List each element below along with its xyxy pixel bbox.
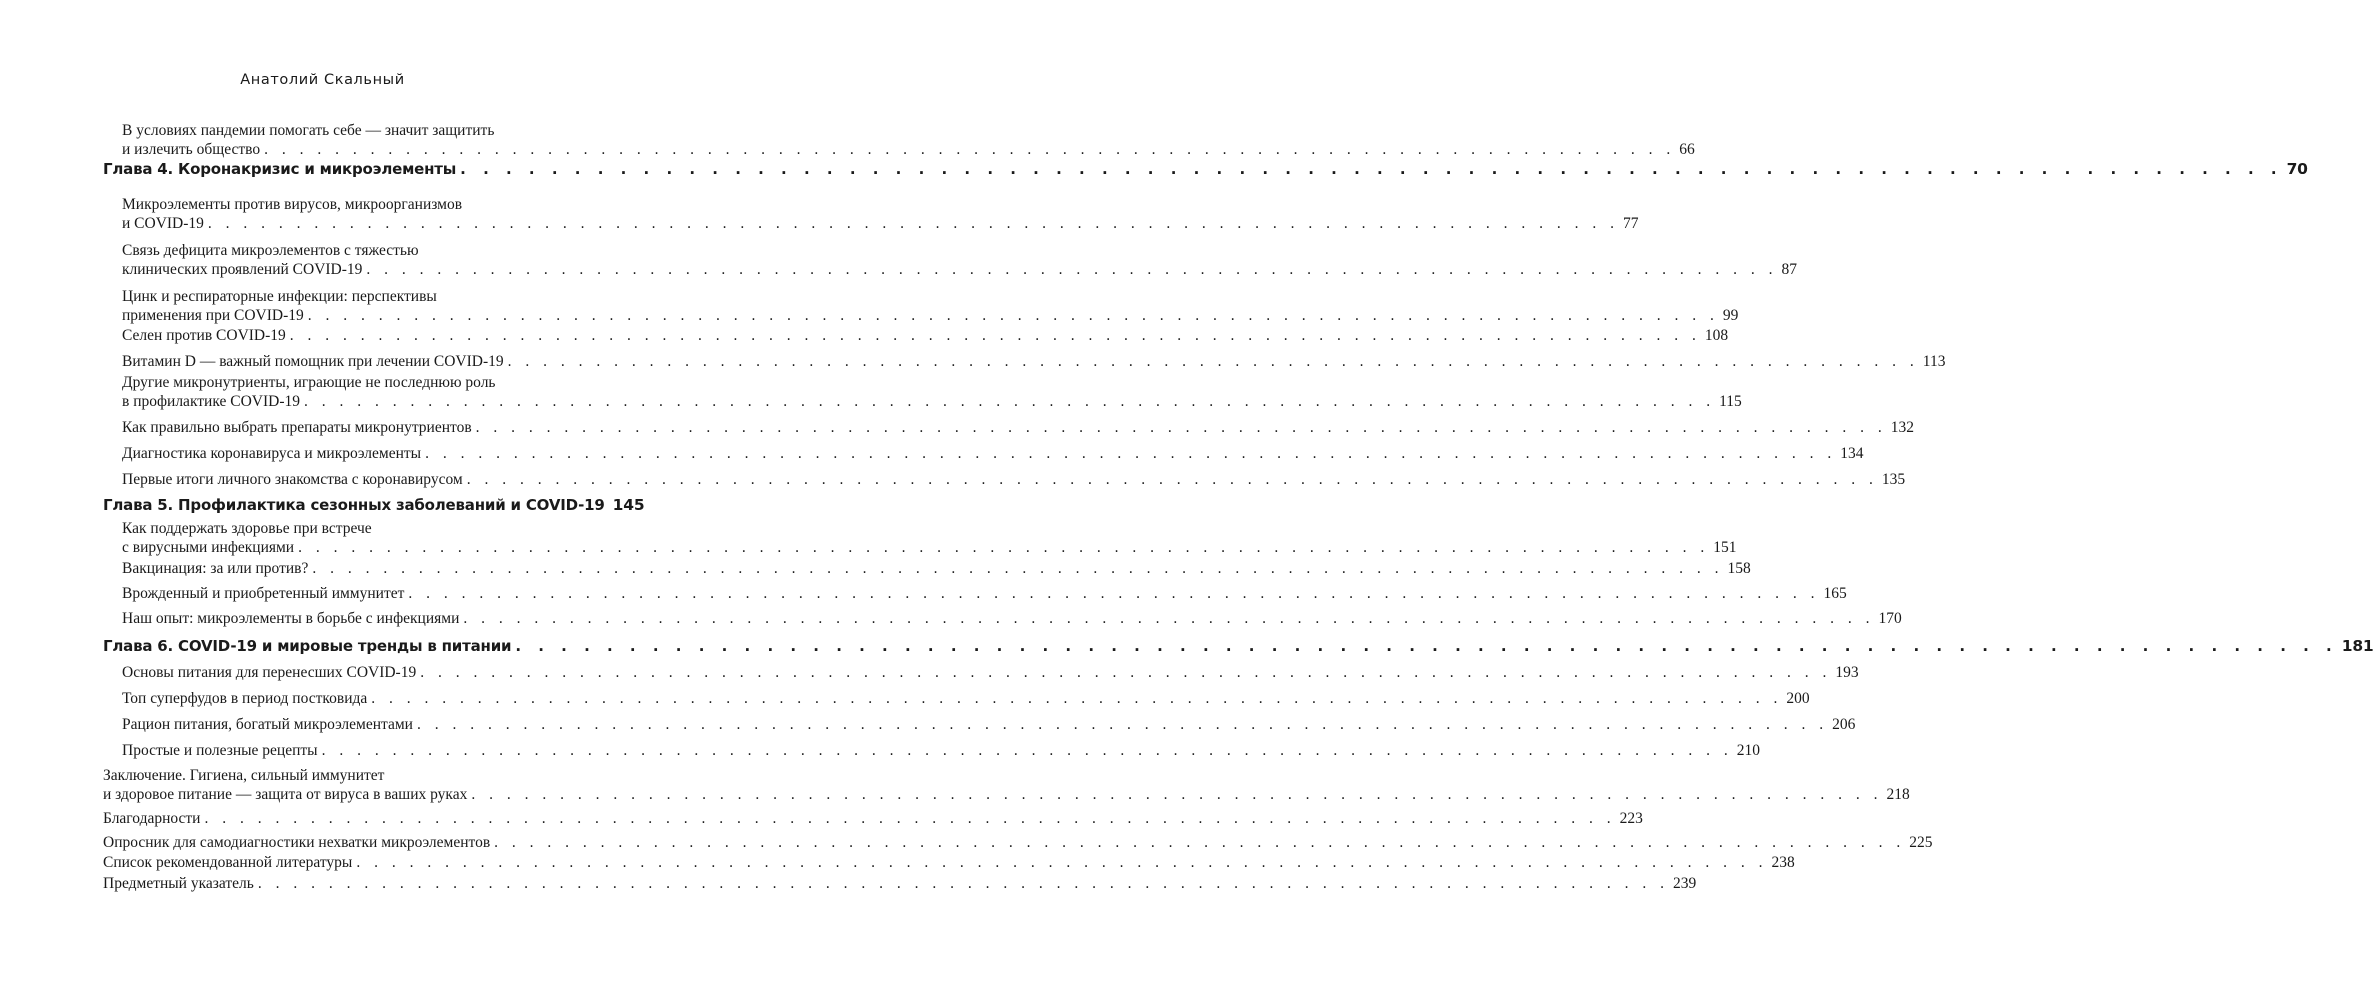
toc-entry-title-line: Другие микронутриенты, играющие не последнюю роль: [122, 374, 496, 391]
toc-chapter: [103, 160, 2308, 179]
toc-entry: [122, 418, 1915, 437]
dot-leader: . . . . . . . . . . . . . . . . . . . . . . . . . . . . . . . . . . . . . . . . . . . . . . . . . . . . . . . . . . . . . . . . . . . . . . . . . . . . . . . .: [460, 160, 2283, 178]
toc-entry-title: клинических проявлений COVID-19: [122, 261, 363, 278]
toc-entry-title-line: Микроэлементы против вирусов, микроорганизмов: [122, 196, 463, 213]
toc-entry-title: Первые итоги личного знакомства с коронавирусом: [122, 471, 463, 488]
toc-entry-title: в профилактике COVID-19: [122, 393, 300, 410]
toc-entry: [122, 519, 1737, 557]
toc-entry-title: Как правильно выбрать препараты микронутриентов: [122, 419, 472, 436]
toc-entry-title: и излечить общество: [122, 141, 261, 158]
toc-page-number: 77: [1623, 215, 1639, 232]
toc-entry: [122, 584, 1847, 603]
toc-page-number: 158: [1727, 560, 1751, 577]
dot-leader: . . . . . . . . . . . . . . . . . . . . . . . . . . . . . . . . . . . . . . . . . . . . . . . . . . . . . . . . . . . . . . . . . . . . . . . . . . . . . . . .: [371, 690, 1783, 707]
dot-leader: . . . . . . . . . . . . . . . . . . . . . . . . . . . . . . . . . . . . . . . . . . . . . . . . . . . . . . . . . . . . . . . . . . . . . . . . . . . . . . . .: [475, 419, 1887, 436]
toc-page-number: 108: [1704, 327, 1729, 344]
dot-leader: . . . . . . . . . . . . . . . . . . . . . . . . . . . . . . . . . . . . . . . . . . . . . . . . . . . . . . . . . . . . . . . . . . . . . . . . . . . . . . . .: [471, 786, 1883, 803]
toc-entry: [103, 874, 1697, 893]
toc-page-number: 134: [1840, 445, 1864, 462]
toc-entry: [122, 352, 1946, 371]
toc-page-number: 210: [1736, 742, 1760, 759]
dot-leader: . . . . . . . . . . . . . . . . . . . . . . . . . . . . . . . . . . . . . . . . . . . . . . . . . . . . . . . . . . . . . . . . . . . . . . . . . . . . . . . .: [420, 664, 1832, 681]
toc-entry-title: Глава 4. Коронакризис и микроэлементы: [103, 160, 457, 178]
toc-entry-title: применения при COVID-19: [122, 307, 304, 324]
toc-entry: [122, 373, 1742, 411]
toc-entry: [122, 663, 1859, 682]
dot-leader: . . . . . . . . . . . . . . . . . . . . . . . . . . . . . . . . . . . . . . . . . . . . . . . . . . . . . . . . . . . . . . . . . . . . . . . . . . . . . . . .: [507, 353, 1919, 370]
toc-entry-title: Топ суперфудов в период постковида: [122, 690, 368, 707]
toc-page-number: 181: [2341, 637, 2374, 655]
toc-page-number: 225: [1909, 834, 1933, 851]
toc-entry-title-line: Как поддержать здоровье при встрече: [122, 520, 372, 537]
toc-entry-title: Предметный указатель: [103, 875, 254, 892]
dot-leader: . . . . . . . . . . . . . . . . . . . . . . . . . . . . . . . . . . . . . . . . . . . . . . . . . . . . . . . . . . . . . . . . . . . . . . . . . . . . . . . .: [298, 539, 1710, 556]
toc-entry: [103, 766, 1910, 804]
dot-leader: . . . . . . . . . . . . . . . . . . . . . . . . . . . . . . . . . . . . . . . . . . . . . . . . . . . . . . . . . . . . . . . . . . . . . . . . . . . . . . . .: [356, 854, 1768, 871]
toc-entry: [122, 470, 1906, 489]
toc-entry-title: с вирусными инфекциями: [122, 539, 295, 556]
toc-entry: [103, 853, 1795, 872]
toc-page-number: 151: [1713, 539, 1737, 556]
dot-leader: . . . . . . . . . . . . . . . . . . . . . . . . . . . . . . . . . . . . . . . . . . . . . . . . . . . . . . . . . . . . . . . . . . . . . . . . . . . . . . . .: [366, 261, 1778, 278]
toc-entry-title: Вакцинация: за или против?: [122, 560, 309, 577]
toc-entry-title: Основы питания для перенесших COVID-19: [122, 664, 417, 681]
toc-page-number: 135: [1881, 471, 1906, 488]
toc-entry: [122, 241, 1798, 279]
toc-page-number: 218: [1886, 786, 1910, 803]
dot-leader: . . . . . . . . . . . . . . . . . . . . . . . . . . . . . . . . . . . . . . . . . . . . . . . . . . . . . . . . . . . . . . . . . . . . . . . . . . . . . . . .: [289, 327, 1701, 344]
toc-page-number: 113: [1922, 353, 1946, 370]
toc-entry-title: Селен против COVID-19: [122, 327, 286, 344]
toc-entry-title-line: Заключение. Гигиена, сильный иммунитет: [103, 767, 385, 784]
toc-page-number: 145: [612, 496, 645, 514]
toc-entry: [103, 833, 1933, 852]
toc-entry: [122, 287, 1739, 325]
toc-entry-title: Простые и полезные рецепты: [122, 742, 318, 759]
toc-entry-title: Наш опыт: микроэлементы в борьбе с инфекциями: [122, 610, 460, 627]
dot-leader: . . . . . . . . . . . . . . . . . . . . . . . . . . . . . . . . . . . . . . . . . . . . . . . . . . . . . . . . . . . . . . . . . . . . . . . . . . . . . . . .: [425, 445, 1837, 462]
running-header-author: Анатолий Скальный: [240, 72, 405, 88]
toc-entry-title: Глава 6. COVID-19 и мировые тренды в питании: [103, 637, 512, 655]
dot-leader: . . . . . . . . . . . . . . . . . . . . . . . . . . . . . . . . . . . . . . . . . . . . . . . . . . . . . . . . . . . . . . . . . . . . . . . . . . . . . . . .: [515, 637, 2338, 655]
dot-leader: . . . . . . . . . . . . . . . . . . . . . . . . . . . . . . . . . . . . . . . . . . . . . . . . . . . . . . . . . . . . . . . . . . . . . . . . . . . . . . . .: [303, 393, 1716, 410]
dot-leader: . . . . . . . . . . . . . . . . . . . . . . . . . . . . . . . . . . . . . . . . . . . . . . . . . . . . . . . . . . . . . . . . . . . . . . . . . . . . . . . .: [257, 875, 1669, 892]
toc-entry: [122, 741, 1760, 760]
toc-page-number: 239: [1672, 875, 1697, 892]
toc-page-number: 99: [1722, 307, 1739, 324]
toc-entry-title: и здоровое питание — защита от вируса в ваших руках: [103, 786, 468, 803]
toc-entry-title: Благодарности: [103, 810, 201, 827]
toc-entry-title: Опросник для самодиагностики нехватки микроэлементов: [103, 834, 491, 851]
dot-leader: . . . . . . . . . . . . . . . . . . . . . . . . . . . . . . . . . . . . . . . . . . . . . . . . . . . . . . . . . . . . . . . . . . . . . . . . . . . . . . . .: [416, 716, 1829, 733]
toc-entry: [122, 121, 1695, 159]
toc-page-number: 238: [1771, 854, 1795, 871]
dot-leader: . . . . . . . . . . . . . . . . . . . . . . . . . . . . . . . . . . . . . . . . . . . . . . . . . . . . . . . . . . . . . . . . . . . . . . . . . . . . . . . .: [463, 610, 1875, 627]
dot-leader: . . . . . . . . . . . . . . . . . . . . . . . . . . . . . . . . . . . . . . . . . . . . . . . . . . . . . . . . . . . . . . . . . . . . . . . . . . . . . . . .: [204, 810, 1616, 827]
dot-leader: . . . . . . . . . . . . . . . . . . . . . . . . . . . . . . . . . . . . . . . . . . . . . . . . . . . . . . . . . . . . . . . . . . . . . . . . . . . . . . . .: [408, 585, 1820, 602]
toc-entry-title-line: Цинк и респираторные инфекции: перспективы: [122, 288, 437, 305]
toc-page-number: 132: [1890, 419, 1915, 436]
dot-leader: . . . . . . . . . . . . . . . . . . . . . . . . . . . . . . . . . . . . . . . . . . . . . . . . . . . . . . . . . . . . . . . . . . . . . . . . . . . . . . . .: [312, 560, 1724, 577]
toc-page-number: 170: [1878, 610, 1902, 627]
toc-entry-title-line: В условиях пандемии помогать себе — значит защитить: [122, 122, 495, 139]
toc-page-number: 200: [1786, 690, 1810, 707]
toc-entry: [122, 609, 1902, 628]
dot-leader: . . . . . . . . . . . . . . . . . . . . . . . . . . . . . . . . . . . . . . . . . . . . . . . . . . . . . . . . . . . . . . . . . . . . . . . . . . . . . . . .: [494, 834, 1906, 851]
toc-entry-title: Диагностика коронавируса и микроэлементы: [122, 445, 422, 462]
toc-entry-title: Список рекомендованной литературы: [103, 854, 353, 871]
dot-leader: . . . . . . . . . . . . . . . . . . . . . . . . . . . . . . . . . . . . . . . . . . . . . . . . . . . . . . . . . . . . . . . . . . . . . . . . . . . . . . . .: [207, 215, 1620, 232]
toc-entry-title: Рацион питания, богатый микроэлементами: [122, 716, 413, 733]
toc-entry-title: и COVID-19: [122, 215, 204, 232]
dot-leader: . . . . . . . . . . . . . . . . . . . . . . . . . . . . . . . . . . . . . . . . . . . . . . . . . . . . . . . . . . . . . . . . . . . . . . . . . . . . . . . .: [264, 141, 1676, 158]
dot-leader: . . . . . . . . . . . . . . . . . . . . . . . . . . . . . . . . . . . . . . . . . . . . . . . . . . . . . . . . . . . . . . . . . . . . . . . . . . . . . . . .: [321, 742, 1733, 759]
toc-entry: [103, 809, 1643, 828]
toc-entry: [122, 689, 1810, 708]
toc-chapter: [103, 496, 645, 515]
toc-page-number: 70: [2286, 160, 2308, 178]
toc-chapter: [103, 637, 2374, 656]
dot-leader: . . . . . . . . . . . . . . . . . . . . . . . . . . . . . . . . . . . . . . . . . . . . . . . . . . . . . . . . . . . . . . . . . . . . . . . . . . . . . . . .: [466, 471, 1878, 488]
toc-entry-title-line: Связь дефицита микроэлементов с тяжестью: [122, 242, 419, 259]
toc-entry-title: Витамин D — важный помощник при лечении COVID-19: [122, 353, 504, 370]
toc-page-number: 193: [1835, 664, 1859, 681]
toc-entry-title: Врожденный и приобретенный иммунитет: [122, 585, 405, 602]
dot-leader: . . . . . . . . . . . . . . . . . . . . . . . . . . . . . . . . . . . . . . . . . . . . . . . . . . . . . . . . . . . . . . . . . . . . . . . . . . . . . . . .: [307, 307, 1719, 324]
toc-page-number: 66: [1679, 141, 1695, 158]
toc-page-number: 115: [1719, 393, 1742, 410]
toc-entry: [122, 715, 1856, 734]
toc-entry: [122, 326, 1729, 345]
toc-page-number: 223: [1619, 810, 1643, 827]
toc-page-number: 87: [1781, 261, 1798, 278]
toc-page-number: 206: [1832, 716, 1856, 733]
toc-entry: [122, 195, 1639, 233]
toc-entry: [122, 444, 1864, 463]
toc-entry: [122, 559, 1751, 578]
toc-entry-title: Глава 5. Профилактика сезонных заболеваний и COVID-19: [103, 496, 605, 514]
toc-page-number: 165: [1823, 585, 1847, 602]
